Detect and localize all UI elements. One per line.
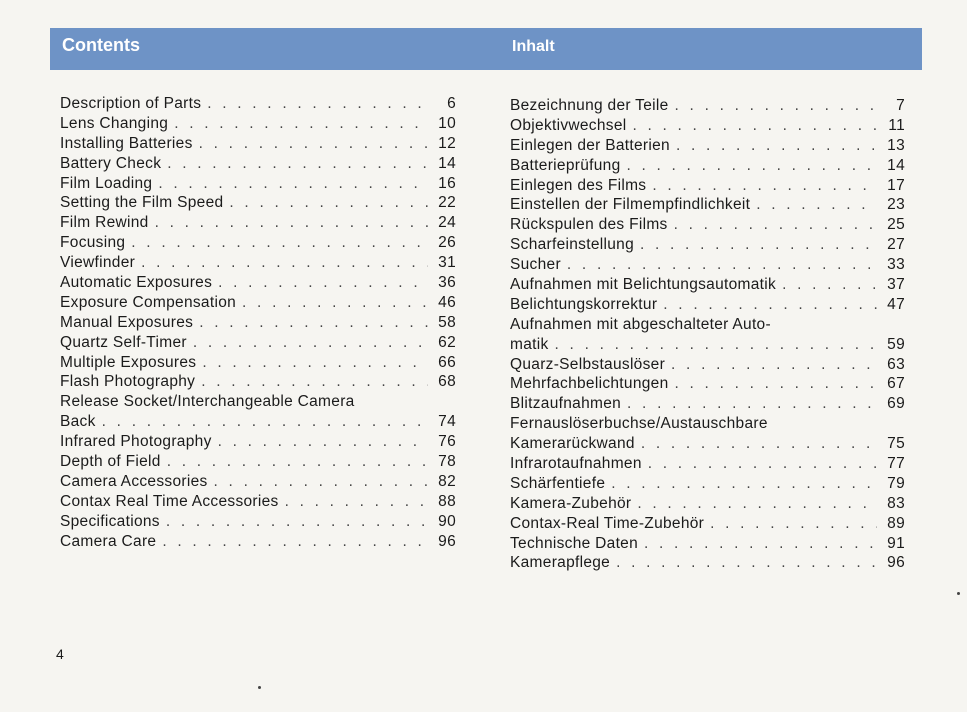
toc-entry: [510, 553, 905, 573]
toc-entry-title: Schärfentiefe: [510, 474, 606, 492]
contents-heading: Contents: [62, 35, 140, 55]
toc-entry-title: Kamera-Zubehör: [510, 494, 632, 512]
dot-leader: [202, 353, 428, 373]
toc-entry: [60, 174, 456, 194]
toc-entry: [510, 474, 905, 494]
toc-entry-title: Lens Changing: [60, 114, 169, 132]
toc-entry-page: 33: [887, 256, 905, 274]
toc-entry-page: 58: [438, 313, 456, 331]
dot-leader: [167, 452, 428, 472]
toc-entry-page: 22: [438, 194, 456, 212]
toc-entry: [60, 134, 456, 154]
toc-entry-page: 26: [438, 234, 456, 252]
toc-entry-title: Depth of Field: [60, 453, 161, 471]
toc-entry-page: 83: [887, 494, 905, 512]
toc-entry-title: Aufnahmen mit Belichtungsautomatik: [510, 276, 777, 294]
toc-entry-page: 14: [438, 154, 456, 172]
german-table-of-contents: [510, 96, 905, 573]
toc-entry-title: Einlegen der Batterien: [510, 136, 670, 154]
toc-entry: [60, 412, 456, 432]
toc-entry-title: Multiple Exposures: [60, 353, 197, 371]
toc-entry-page: 91: [887, 534, 905, 552]
dot-leader: [782, 275, 877, 295]
toc-entry: [510, 215, 905, 235]
toc-entry-page: 31: [438, 254, 456, 272]
toc-entry: [510, 295, 905, 315]
toc-entry-title: Infrared Photography: [60, 433, 212, 451]
toc-entry: [510, 136, 905, 156]
toc-entry: [60, 233, 456, 253]
toc-entry: [60, 353, 456, 373]
toc-entry-page: 59: [887, 335, 905, 353]
toc-entry: [60, 154, 456, 174]
toc-entry-page: 67: [887, 375, 905, 393]
toc-entry-title: Contax Real Time Accessories: [60, 492, 279, 510]
inhalt-heading: Inhalt: [512, 38, 555, 55]
toc-entry-title: Aufnahmen mit abgeschalteter Auto-: [510, 315, 771, 333]
toc-entry-title: Quartz Self-Timer: [60, 333, 187, 351]
english-table-of-contents: [60, 94, 456, 551]
toc-entry-page: 76: [438, 433, 456, 451]
toc-entry: [510, 394, 905, 414]
dot-leader: [162, 532, 428, 552]
toc-entry-page: 12: [438, 134, 456, 152]
toc-entry-page: 25: [887, 216, 905, 234]
toc-entry: [510, 235, 905, 255]
toc-entry-page: 47: [887, 295, 905, 313]
toc-entry-page: 96: [438, 532, 456, 550]
dot-leader: [652, 176, 877, 196]
toc-entry-title: Fernauslöserbuchse/Austauschbare: [510, 415, 768, 433]
toc-entry-page: 36: [438, 274, 456, 292]
toc-entry-title: Automatic Exposures: [60, 274, 213, 292]
dot-leader: [166, 512, 428, 532]
toc-entry-title: Contax-Real Time-Zubehör: [510, 514, 705, 532]
toc-entry-page: 23: [887, 196, 905, 214]
dot-leader: [207, 94, 428, 114]
toc-entry-title: Release Socket/Interchangeable Camera: [60, 393, 355, 411]
toc-entry-title: Exposure Compensation: [60, 293, 237, 311]
toc-entry-title: Einstellen der Filmempfindlichkeit: [510, 196, 751, 214]
toc-entry-title: Back: [60, 413, 96, 431]
toc-entry-page: 78: [438, 453, 456, 471]
toc-entry-title: Installing Batteries: [60, 134, 193, 152]
toc-entry-title: Film Rewind: [60, 214, 149, 232]
dot-leader: [616, 553, 877, 573]
toc-entry-page: 75: [887, 435, 905, 453]
toc-entry: [510, 315, 905, 335]
toc-entry: [510, 176, 905, 196]
dot-leader: [567, 255, 877, 275]
toc-entry-title: Kamerapflege: [510, 554, 611, 572]
toc-entry: [60, 492, 456, 512]
toc-entry: [60, 372, 456, 392]
dot-leader: [555, 335, 877, 355]
toc-entry-title: Einlegen des Films: [510, 176, 647, 194]
toc-entry: [60, 213, 456, 233]
header-banner: [50, 28, 922, 70]
toc-entry: [60, 333, 456, 353]
print-speck: [258, 686, 261, 689]
dot-leader: [640, 235, 877, 255]
toc-entry-title: Objektivwechsel: [510, 116, 627, 134]
toc-entry-page: 79: [887, 474, 905, 492]
toc-entry: [60, 452, 456, 472]
toc-entry-page: 82: [438, 472, 456, 490]
toc-entry: [60, 253, 456, 273]
dot-leader: [675, 96, 877, 116]
toc-entry-title: Infrarotaufnahmen: [510, 455, 642, 473]
dot-leader: [158, 174, 428, 194]
dot-leader: [199, 313, 428, 333]
toc-entry-title: Manual Exposures: [60, 313, 194, 331]
toc-entry-page: 14: [887, 156, 905, 174]
toc-entry-title: Sucher: [510, 256, 561, 274]
toc-entry: [510, 414, 905, 434]
toc-entry-page: 37: [887, 276, 905, 294]
dot-leader: [633, 116, 878, 136]
dot-leader: [218, 273, 428, 293]
dot-leader: [641, 434, 877, 454]
dot-leader: [242, 293, 428, 313]
dot-leader: [710, 514, 877, 534]
dot-leader: [131, 233, 428, 253]
toc-entry-title: Quarz-Selbstauslöser: [510, 355, 666, 373]
toc-entry: [510, 454, 905, 474]
toc-entry-title: Description of Parts: [60, 95, 202, 112]
toc-entry: [60, 512, 456, 532]
toc-entry-page: 10: [438, 114, 456, 132]
toc-entry-title: Specifications: [60, 512, 160, 530]
toc-entry-page: 63: [887, 355, 905, 373]
toc-entry-page: 77: [887, 455, 905, 473]
dot-leader: [155, 213, 428, 233]
toc-entry: [510, 335, 905, 355]
toc-entry-title: Flash Photography: [60, 373, 196, 391]
toc-entry-page: 6: [447, 95, 456, 112]
toc-entry-title: Mehrfachbelichtungen: [510, 375, 669, 393]
toc-entry-page: 11: [888, 116, 905, 134]
dot-leader: [285, 492, 428, 512]
toc-entry-title: Belichtungskorrektur: [510, 295, 658, 313]
toc-entry: [60, 392, 456, 412]
toc-entry-title: Camera Accessories: [60, 472, 208, 490]
toc-entry-page: 96: [887, 554, 905, 572]
toc-entry: [510, 514, 905, 534]
dot-leader: [671, 355, 877, 375]
toc-entry: [60, 273, 456, 293]
toc-entry-title: Batterieprüfung: [510, 156, 621, 174]
dot-leader: [627, 394, 877, 414]
toc-entry: [510, 96, 905, 116]
toc-entry: [60, 432, 456, 452]
toc-entry-title: Camera Care: [60, 532, 157, 550]
dot-leader: [141, 253, 428, 273]
toc-entry-title: Bezeichnung der Teile: [510, 97, 669, 114]
dot-leader: [199, 134, 428, 154]
toc-entry-page: 62: [438, 333, 456, 351]
toc-entry-page: 7: [896, 97, 905, 114]
toc-entry-title: Technische Daten: [510, 534, 639, 552]
dot-leader: [648, 454, 877, 474]
toc-entry-page: 24: [438, 214, 456, 232]
dot-leader: [663, 295, 877, 315]
toc-entry-page: 69: [887, 395, 905, 413]
toc-entry-page: 90: [438, 512, 456, 530]
toc-entry: [510, 434, 905, 454]
toc-entry-page: 88: [438, 492, 456, 510]
toc-entry-title: Focusing: [60, 234, 126, 252]
dot-leader: [756, 195, 877, 215]
dot-leader: [193, 333, 428, 353]
dot-leader: [201, 372, 428, 392]
toc-entry: [510, 494, 905, 514]
toc-entry-title: Viewfinder: [60, 254, 136, 272]
toc-entry-page: 27: [887, 236, 905, 254]
toc-entry-page: 89: [887, 514, 905, 532]
dot-leader: [644, 534, 877, 554]
toc-entry-page: 66: [438, 353, 456, 371]
toc-entry: [510, 195, 905, 215]
toc-entry-page: 46: [438, 293, 456, 311]
dot-leader: [676, 136, 877, 156]
dot-leader: [167, 154, 428, 174]
dot-leader: [611, 474, 877, 494]
toc-entry: [510, 255, 905, 275]
dot-leader: [102, 412, 428, 432]
dot-leader: [637, 494, 877, 514]
toc-entry-page: 74: [438, 413, 456, 431]
toc-entry: [60, 94, 456, 114]
toc-entry-page: 68: [438, 373, 456, 391]
toc-entry-title: Scharfeinstellung: [510, 236, 635, 254]
dot-leader: [627, 156, 878, 176]
toc-entry: [60, 193, 456, 213]
toc-entry-title: matik: [510, 335, 549, 353]
toc-entry: [510, 374, 905, 394]
dot-leader: [675, 374, 877, 394]
toc-entry-title: Blitzaufnahmen: [510, 395, 622, 413]
toc-entry: [510, 534, 905, 554]
toc-entry: [510, 275, 905, 295]
toc-entry: [510, 156, 905, 176]
dot-leader: [218, 432, 428, 452]
toc-entry: [60, 472, 456, 492]
dot-leader: [229, 193, 428, 213]
toc-entry-title: Film Loading: [60, 174, 153, 192]
toc-entry: [60, 114, 456, 134]
toc-entry: [60, 532, 456, 552]
toc-entry-page: 16: [438, 174, 456, 192]
page-number: 4: [56, 646, 64, 662]
print-speck: [957, 592, 960, 595]
toc-entry-title: Battery Check: [60, 154, 162, 172]
dot-leader: [674, 215, 877, 235]
toc-entry-title: Setting the Film Speed: [60, 194, 224, 212]
toc-entry: [510, 355, 905, 375]
toc-entry: [60, 313, 456, 333]
toc-entry-page: 13: [887, 136, 905, 154]
toc-entry-title: Kamerarückwand: [510, 435, 635, 453]
toc-entry: [510, 116, 905, 136]
toc-entry-title: Rückspulen des Films: [510, 216, 668, 234]
dot-leader: [214, 472, 428, 492]
toc-entry: [60, 293, 456, 313]
toc-entry-page: 17: [887, 176, 905, 194]
dot-leader: [174, 114, 428, 134]
